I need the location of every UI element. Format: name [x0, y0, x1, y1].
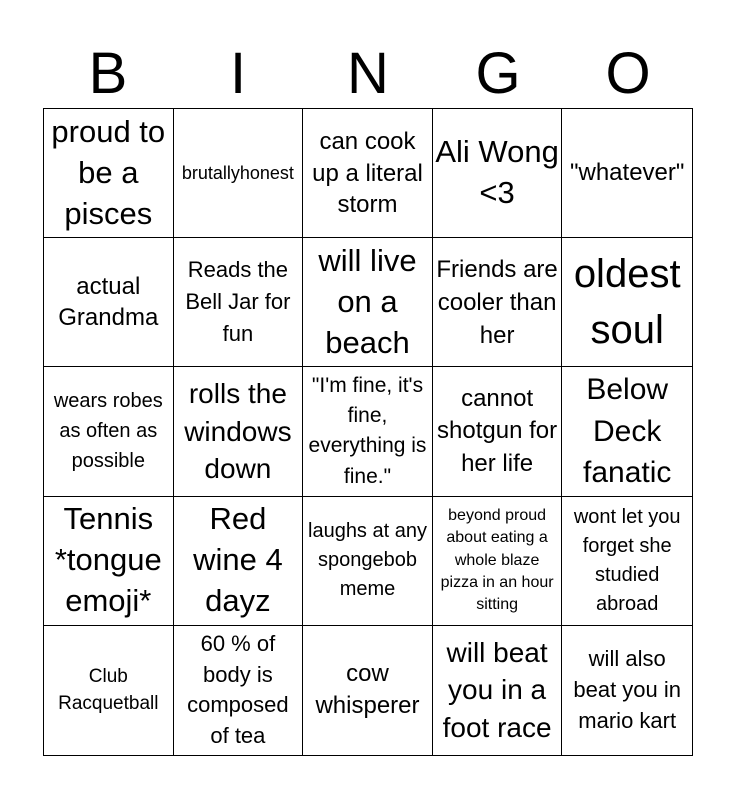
bingo-cell[interactable]: Ali Wong <3 [433, 109, 563, 238]
header-letter-n: N [347, 41, 389, 106]
bingo-cell[interactable]: brutallyhonest [174, 109, 304, 238]
bingo-cell[interactable]: cannot shotgun for her life [433, 367, 563, 496]
bingo-cell[interactable]: laughs at any spongebob meme [303, 497, 433, 626]
bingo-cell[interactable]: actual Grandma [44, 238, 174, 367]
bingo-cell[interactable]: oldest soul [562, 238, 692, 367]
bingo-grid [43, 108, 693, 756]
bingo-cell[interactable]: beyond proud about eating a whole blaze pizza in an hour sitting [433, 497, 563, 626]
bingo-cell[interactable]: Tennis *tongue emoji* [44, 497, 174, 626]
bingo-cell[interactable]: will also beat you in mario kart [573, 646, 682, 733]
bingo-cell[interactable]: will live on a beach [303, 238, 433, 367]
bingo-header [43, 40, 693, 108]
bingo-cell[interactable]: "whatever" [562, 109, 692, 238]
bingo-cell[interactable]: cow whisperer [303, 626, 433, 755]
bingo-cell[interactable]: proud to be a pisces [44, 109, 174, 238]
header-letter-i: I [229, 41, 247, 106]
bingo-cell[interactable]: can cook up a literal storm [303, 109, 433, 238]
header-letter-g: G [475, 41, 521, 106]
bingo-cell[interactable]: wears robes as often as possible [44, 367, 174, 496]
header-letter-b: B [88, 41, 128, 106]
bingo-cell[interactable]: "I'm fine, it's fine, everything is fine." [303, 367, 433, 496]
bingo-cell[interactable]: 60 % of body is composed of tea [174, 626, 304, 755]
bingo-cell[interactable]: wont let you forget she studied abroad [562, 497, 692, 626]
bingo-cell[interactable]: Below Deck fanatic [562, 367, 692, 496]
bingo-cell[interactable]: will beat you in a foot race [433, 626, 563, 755]
bingo-cell[interactable]: rolls the windows down [174, 367, 304, 496]
bingo-cell[interactable]: Reads the Bell Jar for fun [174, 238, 304, 367]
header-letter-o: O [605, 41, 651, 106]
bingo-cell[interactable]: Friends are cooler than her [433, 238, 563, 367]
bingo-cell[interactable]: Red wine 4 dayz [174, 497, 304, 626]
bingo-cell[interactable]: Club Racquetball [44, 626, 174, 755]
